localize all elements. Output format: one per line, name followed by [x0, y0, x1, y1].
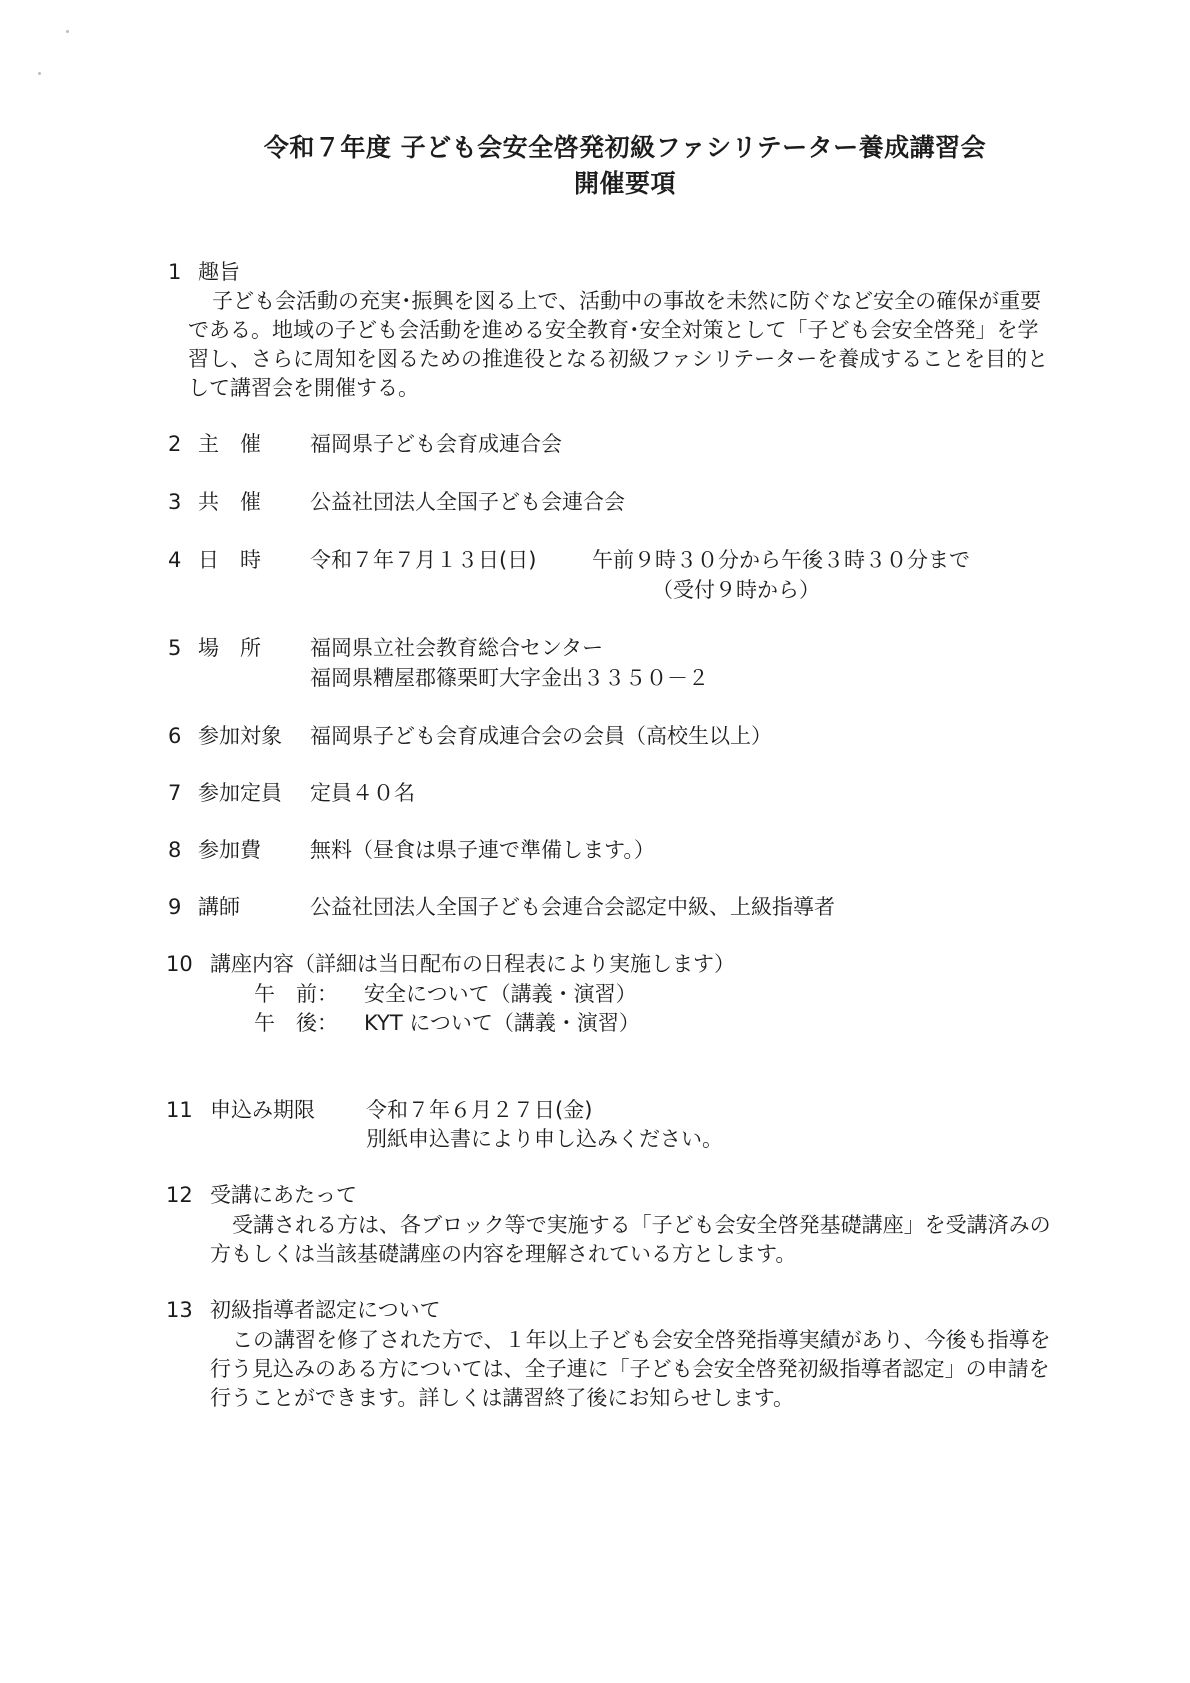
section-1-number: 1 — [168, 260, 182, 284]
section-7-heading: 参加定員 — [198, 781, 282, 805]
section-11-heading: 申込み期限 — [210, 1098, 315, 1122]
scan-speck — [38, 72, 41, 75]
section-6-heading: 参加対象 — [198, 724, 282, 748]
section-13-line: この講習を修了された方で、１年以上子ども会安全啓発指導実績があり、今後も指導を — [232, 1328, 1051, 1352]
section-13-line: 行う見込みのある方については、全子連に「子ども会安全啓発初級指導者認定」の申請を — [210, 1357, 1050, 1381]
event-time: 午前９時３０分から午後３時３０分まで — [592, 548, 970, 572]
venue-address: 福岡県糟屋郡篠栗町大字金出３３５０－２ — [310, 666, 709, 690]
section-12-line: 方もしくは当該基礎講座の内容を理解されている方とします。 — [210, 1242, 797, 1266]
section-13-line: 行うことができます。詳しくは講習終了後にお知らせします。 — [210, 1386, 795, 1410]
section-5-heading: 場 所 — [198, 636, 261, 660]
section-2-number: 2 — [168, 432, 182, 456]
section-3-heading: 共 催 — [198, 490, 261, 514]
section-8-number: 8 — [168, 838, 182, 862]
event-date: 令和７年７月１３日(日) — [310, 548, 537, 572]
section-7-number: 7 — [168, 781, 182, 805]
section-6-number: 6 — [168, 724, 182, 748]
section-9-heading: 講師 — [198, 895, 240, 919]
section-10-number: 10 — [166, 952, 193, 976]
venue-name: 福岡県立社会教育総合センター — [310, 636, 604, 660]
section-1-heading: 趣旨 — [198, 260, 240, 284]
section-12-number: 12 — [166, 1183, 193, 1207]
section-5-number: 5 — [168, 636, 182, 660]
section-3-number: 3 — [168, 490, 182, 514]
section-11-number: 11 — [166, 1098, 193, 1122]
section-8-heading: 参加費 — [198, 838, 261, 862]
scan-speck — [66, 30, 69, 33]
section-4-heading: 日 時 — [198, 548, 261, 572]
document-subtitle: 開催要項 — [573, 169, 676, 198]
section-1-line: である。地域の子ども会活動を進める安全教育･安全対策として「子ども会安全啓発」を学 — [188, 318, 1039, 342]
section-9-number: 9 — [168, 895, 182, 919]
morning-content: 安全について（講義・演習） — [364, 982, 637, 1006]
section-13-number: 13 — [166, 1298, 193, 1322]
section-2-heading: 主 催 — [198, 432, 261, 456]
section-6-value: 福岡県子ども会育成連合会の会員（高校生以上） — [310, 724, 772, 748]
section-12-line: 受講される方は、各ブロック等で実施する「子ども会安全啓発基礎講座」を受講済みの — [232, 1213, 1051, 1237]
section-10-heading: 講座内容（詳細は当日配布の日程表により実施します） — [210, 952, 735, 976]
section-13-heading: 初級指導者認定について — [210, 1298, 441, 1322]
afternoon-label: 午 後： — [254, 1011, 338, 1035]
afternoon-content: KYT について（講義・演習） — [364, 1011, 640, 1035]
section-1-line: して講習会を開催する。 — [188, 376, 419, 400]
section-1-line: 子ども会活動の充実･振興を図る上で、活動中の事故を未然に防ぐなど安全の確保が重要 — [212, 289, 1042, 313]
section-7-value: 定員４０名 — [310, 781, 415, 805]
section-9-value: 公益社団法人全国子ども会連合会認定中級、上級指導者 — [310, 895, 835, 919]
document-title: 令和７年度 子ども会安全啓発初級ファシリテーター養成講習会 — [263, 133, 987, 162]
section-2-value: 福岡県子ども会育成連合会 — [310, 432, 562, 456]
section-3-value: 公益社団法人全国子ども会連合会 — [310, 490, 625, 514]
section-12-heading: 受講にあたって — [210, 1183, 357, 1207]
deadline-date: 令和７年６月２７日(金) — [366, 1098, 593, 1122]
section-4-number: 4 — [168, 548, 182, 572]
morning-label: 午 前： — [254, 982, 338, 1006]
deadline-note: 別紙申込書により申し込みください。 — [366, 1127, 723, 1151]
section-1-line: 習し、さらに周知を図るための推進役となる初級ファシリテーターを養成することを目的と — [188, 347, 1049, 371]
reception-time: （受付９時から） — [652, 578, 820, 602]
section-8-value: 無料（昼食は県子連で準備します。） — [310, 838, 655, 862]
